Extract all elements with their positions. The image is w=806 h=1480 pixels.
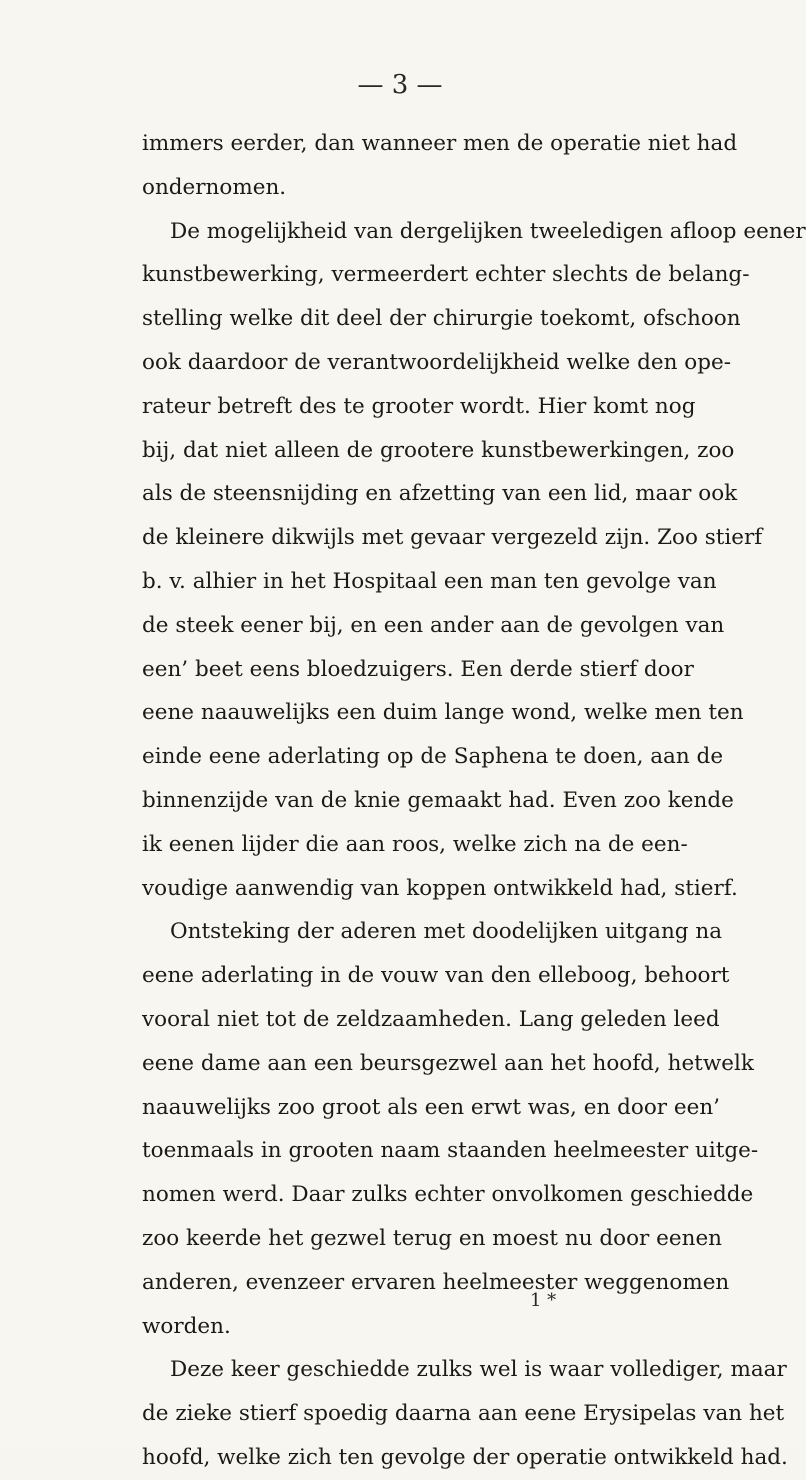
text-line: voudige aanwendig van koppen ontwikkeld had, stierf.	[142, 875, 738, 901]
text-line: hoofd, welke zich ten gevolge der operatie ontwikkeld had.	[142, 1444, 788, 1470]
text-line: bij, dat niet alleen de grootere kunstbewerkingen, zoo	[142, 437, 735, 463]
paragraph	[142, 122, 738, 210]
text-line: De mogelijkheid van dergelijken tweeledigen afloop eener	[170, 218, 806, 244]
text-line: de zieke stierf spoedig daarna aan eene Erysipelas van het	[142, 1401, 785, 1427]
text-line: stelling welke dit deel der chirurgie toekomt, ofschoon	[142, 306, 741, 332]
text-line: Ontsteking der aderen met doodelijken uitgang na	[170, 919, 723, 945]
text-line: de kleinere dikwijls met gevaar vergezeld zijn. Zoo stierf	[142, 525, 763, 551]
text-line: naauwelijks zoo groot als een erwt was, en door een’	[142, 1094, 721, 1120]
text-line: toenmaals in grooten naam staanden heelmeester uitge-	[142, 1138, 759, 1164]
text-line: een’ beet eens bloedzuigers. Een derde stierf door	[142, 656, 694, 682]
text-line: immers eerder, dan wanneer men de operatie niet had	[142, 131, 738, 156]
text-line: rateur betreft des te grooter wordt. Hier komt nog	[142, 393, 696, 419]
text-line: vooral niet tot de zeldzaamheden. Lang geleden leed	[142, 1006, 720, 1032]
text-line: Deze keer geschiedde zulks wel is waar vollediger, maar	[170, 1357, 787, 1383]
text-line: eene naauwelijks een duim lange wond, welke men ten	[142, 700, 744, 726]
text-line: eene dame aan een beursgezwel aan het hoofd, hetwelk	[142, 1050, 754, 1076]
text-line: ondernomen.	[142, 174, 287, 200]
text-line: nomen werd. Daar zulks echter onvolkomen geschiedde	[142, 1182, 754, 1208]
body-text	[142, 122, 806, 1480]
text-line: eene aderlating in de vouw van den elleboog, behoort	[142, 963, 730, 989]
text-line: anderen, evenzeer ervaren heelmeester weggenomen	[142, 1269, 730, 1295]
text-line: zoo keerde het gezwel terug en moest nu door eenen	[142, 1225, 723, 1251]
text-line: b. v. alhier in het Hospitaal een man ten gevolge van	[142, 568, 717, 594]
text-line: kunstbewerking, vermeerdert echter slechts de belang-	[142, 262, 750, 288]
text-line: als de steensnijding en afzetting van een lid, maar ook	[142, 481, 738, 507]
text-line: binnenzijde van de knie gemaakt had. Even zoo kende	[142, 787, 734, 813]
text-line: ik eenen lijder die aan roos, welke zich na de een-	[142, 831, 688, 857]
paragraph	[142, 910, 759, 1348]
paragraph	[142, 1348, 788, 1479]
text-line: einde eene aderlating op de Saphena te doen, aan de	[142, 744, 724, 770]
page-number: — 3 —	[357, 70, 443, 100]
signature-mark: 1 *	[530, 1290, 557, 1311]
text-line: worden.	[142, 1313, 231, 1339]
text-line: ook daardoor de verantwoordelijkheid welke den ope-	[142, 349, 731, 375]
text-line: de steek eener bij, en een ander aan de gevolgen van	[142, 612, 725, 638]
paragraph	[142, 210, 806, 911]
